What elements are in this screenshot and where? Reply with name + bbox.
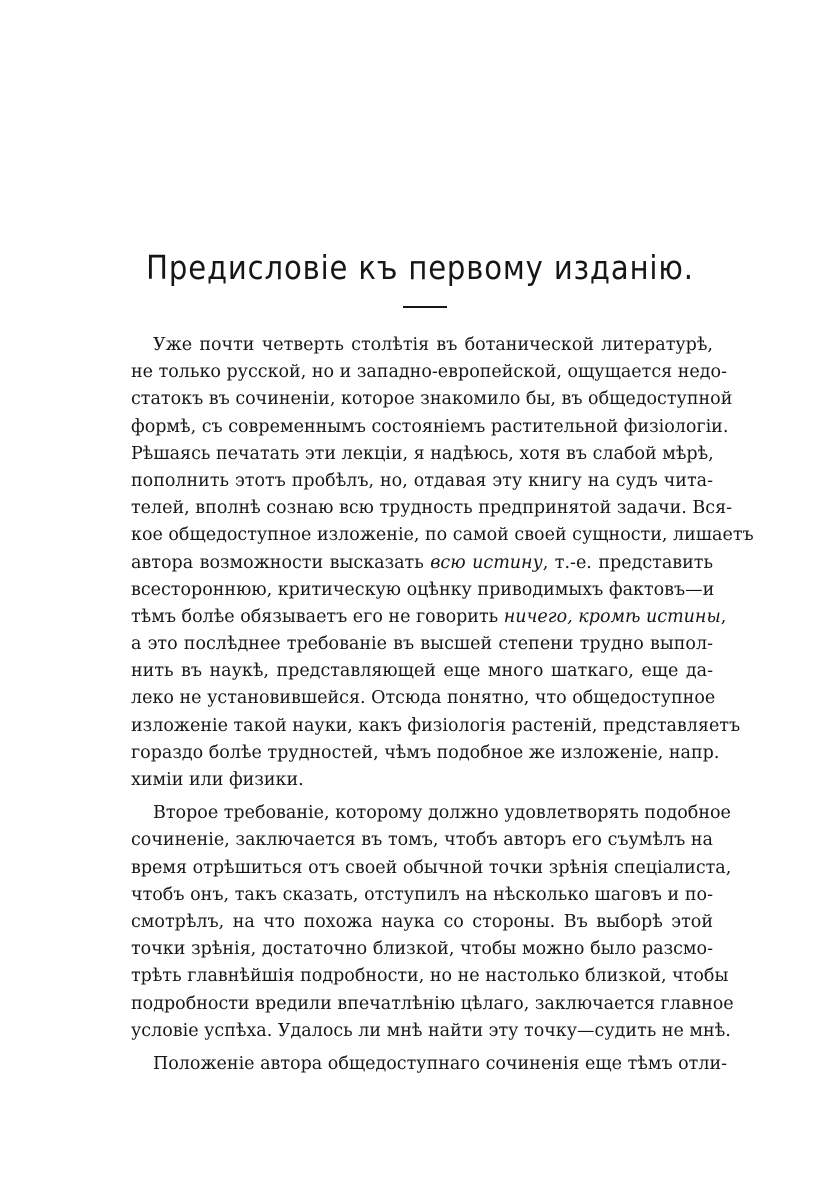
text-line: подробности вредили впечатлѣнію цѣлаго, заключается главное [131, 993, 734, 1014]
text-line: всестороннюю, критическую оцѣнку приводимыхъ фактовъ—и [131, 579, 715, 600]
text-run: , т.-е. представить [542, 552, 713, 573]
title-divider [403, 306, 447, 308]
text-line: кое общедоступное изложеніе, по самой своей сущности, лишаетъ [131, 525, 754, 546]
page-title: Предисловіе къ первому изданію. [146, 248, 694, 287]
text-line: изложеніе такой науки, какъ физіологія растеній, представляетъ [131, 715, 741, 736]
text-line: чтобъ онъ, такъ сказать, отступилъ на нѣсколько шаговъ и по- [131, 884, 713, 905]
italic-emphasis: ничего, кромѣ истины [503, 606, 721, 627]
text-line: нить въ наукѣ, представляющей еще много шаткаго, еще да- [131, 661, 713, 682]
text-line: формѣ, съ современнымъ состояніемъ растительной физіологіи. [131, 416, 729, 437]
text-line: точки зрѣнія, достаточно близкой, чтобы можно было разсмо- [131, 939, 713, 960]
text-line: условіе успѣха. Удалось ли мнѣ найти эту точку—судить не мнѣ. [131, 1020, 731, 1041]
text-run: автора возможности высказать [131, 552, 431, 573]
text-line: а это послѣднее требованіе въ высшей степени трудно выпол- [131, 634, 713, 655]
body-text [131, 332, 754, 1078]
text-line: Уже почти четверть столѣтія въ ботанической литературѣ, [153, 335, 713, 355]
text-line: леко не установившейся. Отсюда понятно, что общедоступное [131, 688, 716, 709]
text-line: телей, вполнѣ сознаю всю трудность предпринятой задачи. Вся- [131, 498, 733, 519]
text-line: пополнить этотъ пробѣлъ, но, отдавая эту книгу на судъ чита- [131, 470, 713, 491]
text-line: смотрѣлъ, на что похожа наука со стороны. Въ выборѣ этой [131, 911, 713, 932]
text-line: сочиненіе, заключается въ томъ, чтобъ авторъ его съумѣлъ на [131, 830, 713, 851]
text-line [131, 604, 727, 631]
text-run: , [720, 606, 727, 627]
text-line: не только русской, но и западно-европейской, ощущается недо- [131, 362, 727, 383]
text-line: трѣть главнѣйшія подробности, но не настолько близкой, чтобы [131, 966, 729, 987]
text-run: тѣмъ болѣе обязываетъ его не говорить [131, 606, 504, 627]
text-line: химіи или физики. [131, 770, 304, 790]
italic-emphasis: всю истину [430, 552, 543, 573]
text-line: гораздо болѣе трудностей, чѣмъ подобное же изложеніе, напр. [131, 742, 720, 763]
text-line [131, 550, 713, 577]
text-line: Положеніе автора общедоступнаго сочиненія еще тѣмъ отли- [153, 1053, 728, 1074]
text-line: статокъ въ сочиненіи, которое знакомило бы, въ общедоступной [131, 389, 733, 410]
text-line: Рѣшаясь печатать эти лекціи, я надѣюсь, хотя въ слабой мѣрѣ, [131, 443, 714, 464]
text-line: время отрѣшиться отъ своей обычной точки зрѣнія спеціалиста, [131, 857, 732, 878]
text-line: Второе требованіе, которому должно удовлетворять подобное [153, 803, 731, 824]
